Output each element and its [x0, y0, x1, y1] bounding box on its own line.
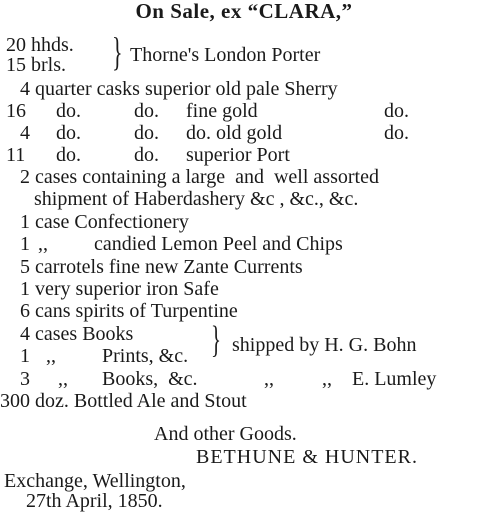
sherry-row-4-ditto: do.: [134, 144, 159, 166]
sherry-row-4-label: superior Port: [186, 144, 290, 166]
books-row-3-label: Books, &c.: [102, 368, 198, 390]
sherry-row-3-label: do. old gold: [186, 122, 283, 144]
ale-line: 300 doz. Bottled Ale and Stout: [0, 390, 247, 412]
sherry-row-3-ditto: do.: [56, 122, 81, 144]
books-row-3-ditto: ,,: [264, 368, 274, 390]
lumley-name: E. Lumley: [352, 368, 437, 390]
confectionery-line: 1 case Confectionery: [20, 211, 189, 233]
sherry-row-4-ditto: do.: [56, 144, 81, 166]
porter-label: Thorne's London Porter: [130, 44, 321, 66]
lemon-qty: 1: [20, 233, 30, 255]
books-row-1: 4 cases Books: [20, 323, 134, 345]
books-row-2-qty: 1: [20, 345, 30, 367]
sherry-row-4-qty: 11: [6, 144, 26, 166]
books-row-2-label: Prints, &c.: [102, 345, 189, 367]
haberdashery-line-1: 2 cases containing a large and well assorted: [20, 166, 379, 188]
currants-line: 5 carrotels fine new Zante Currents: [20, 256, 303, 278]
porter-hhds: 20 hhds.: [6, 34, 74, 56]
books-row-3-qty: 3: [20, 368, 30, 390]
lemon-label: candied Lemon Peel and Chips: [94, 233, 343, 255]
books-row-3-ditto: ,,: [58, 368, 68, 390]
books-row-2-ditto: ,,: [46, 345, 56, 367]
ad-title: On Sale, ex “CLARA,”: [135, 0, 353, 23]
sherry-row-3-ditto: do.: [134, 122, 159, 144]
other-goods: And other Goods.: [154, 423, 297, 445]
lemon-ditto: ,,: [38, 233, 48, 255]
sherry-row-3-ditto: do.: [384, 122, 409, 144]
sherry-row-2-ditto: do.: [384, 100, 409, 122]
merchant-name: BETHUNE & HUNTER.: [196, 446, 418, 468]
books-brace: }: [211, 319, 222, 361]
haberdashery-line-2: shipment of Haberdashery &c , &c., &c.: [34, 188, 359, 210]
date-line: 27th April, 1850.: [26, 490, 163, 512]
shipped-by-bohn: shipped by H. G. Bohn: [232, 334, 417, 356]
safe-line: 1 very superior iron Safe: [20, 278, 219, 300]
sherry-row-3-qty: 4: [20, 122, 30, 144]
sherry-row-2-ditto: do.: [56, 100, 81, 122]
turpentine-line: 6 cans spirits of Turpentine: [20, 300, 238, 322]
sherry-row-2-ditto: do.: [134, 100, 159, 122]
books-row-3-ditto: ,,: [322, 368, 332, 390]
sherry-row-2-label: fine gold: [186, 100, 258, 122]
porter-brls: 15 brls.: [6, 54, 66, 76]
sherry-row-2-qty: 16: [6, 100, 26, 122]
address-line: Exchange, Wellington,: [4, 470, 186, 492]
sherry-row-1: 4 quarter casks superior old pale Sherry: [20, 78, 338, 100]
porter-brace: }: [112, 29, 123, 74]
